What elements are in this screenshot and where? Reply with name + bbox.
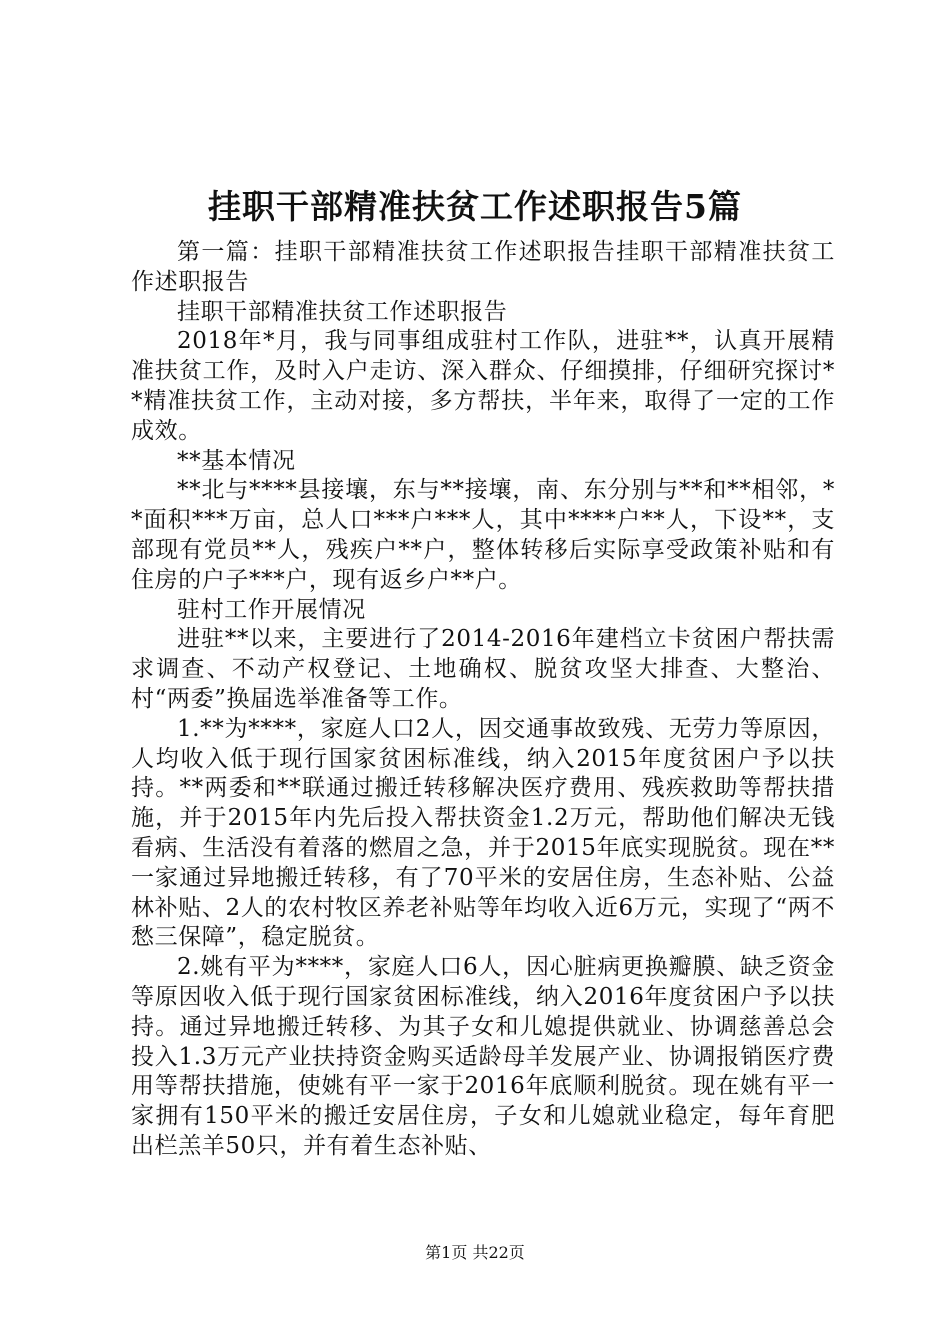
paragraph-2: 挂职干部精准扶贫工作述职报告 bbox=[177, 298, 508, 325]
paragraph-1: 第一篇：挂职干部精准扶贫工作述职报告挂职干部精准扶贫工作述职报告 bbox=[131, 239, 835, 295]
paragraph-3: 2018年*月，我与同事组成驻村工作队，进驻**，认真开展精准扶贫工作，及时入户走访、深入群众、仔细摸排，仔细研究探讨**精准扶贫工作，主动对接，多方帮扶，半年来，取得了一定的工作成效。 bbox=[131, 328, 835, 444]
paragraph-5: **北与****县接壤，东与**接壤，南、东分别与**和**相邻，**面积***万亩，总人口***户***人，其中****户**人，下设**，支部现有党员**人，残疾户**户，整体转移后实际享受政策补贴和有住房的户子***户，现有返乡户**户。 bbox=[131, 477, 835, 593]
paragraph-4: **基本情况 bbox=[177, 447, 296, 474]
paragraph-8: 1.**为****，家庭人口2人，因交通事故致残、无劳力等原因，人均收入低于现行国家贫困标准线，纳入2015年度贫困户予以扶持。**两委和**联通过搬迁转移解决医疗费用、残疾救助等帮扶措施，并于2015年内先后投入帮扶资金1.2万元，帮助他们解决无钱看病、生活没有着落的燃眉之急，并于2015年底实现脱贫。现在**一家通过异地搬迁转移，有了70平米的安居住房，生态补贴、公益林补贴、2人的农村牧区养老补贴等年均收入近6万元，实现了“两不愁三保障”，稳定脱贫。 bbox=[131, 715, 835, 951]
paragraph-7: 进驻**以来，主要进行了2014-2016年建档立卡贫困户帮扶需求调查、不动产权登记、土地确权、脱贫攻坚大排查、大整治、村“两委”换届选举准备等工作。 bbox=[131, 626, 835, 712]
document-body bbox=[131, 238, 835, 1162]
paragraph-6: 驻村工作开展情况 bbox=[177, 596, 366, 623]
document-title: 挂职干部精准扶贫工作述职报告5篇 bbox=[208, 187, 742, 226]
paragraph-9: 2.姚有平为****，家庭人口6人，因心脏病更换瓣膜、缺乏资金等原因收入低于现行国家贫困标准线，纳入2016年度贫困户予以扶持。通过异地搬迁转移、为其子女和儿媳提供就业、协调慈善总会投入1.3万元产业扶持资金购买适龄母羊发展产业、协调报销医疗费用等帮扶措施，使姚有平一家于2016年底顺利脱贫。现在姚有平一家拥有150平米的搬迁安居住房，子女和儿媳就业稳定，每年育肥出栏羔羊50只，并有着生态补贴、 bbox=[131, 954, 835, 1159]
page-number-footer: 第1页 共22页 bbox=[425, 1243, 525, 1262]
